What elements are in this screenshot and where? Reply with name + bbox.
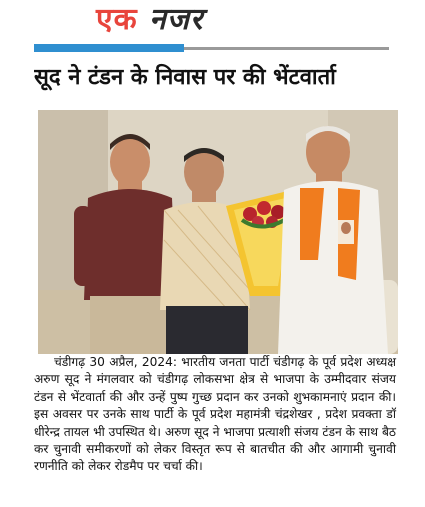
masthead-word-ek: एक	[96, 2, 138, 37]
news-photo	[38, 110, 398, 354]
masthead-word-najar: नजर	[149, 2, 204, 37]
masthead-rule-gray	[184, 47, 389, 50]
article-body: चंडीगढ़ 30 अप्रैल, 2024: भारतीय जनता पार्टी चंडीगढ़ के पूर्व प्रदेश अध्यक्ष अरुण सूद ने मंगलवार को चंडीगढ़ लोकसभा क्षेत्र से भाजपा के उम्मीदवार संजय टंडन से भेंटवार्ता की और उन्हें पुष्प गुच्छ प्रदान कर उनको शुभकामनाएं प्रदान की। इस अवसर पर उनके साथ पार्टी के पूर्व प्रदेश महामंत्री चंद्रशेखर , प्रदेश प्रवक्ता डॉ धीरेन्द्र तायल भी उपस्थित थे। अरुण सूद ने भाजपा प्रत्याशी संजय टंडन के साथ बैठ कर चुनावी समीकरणों को लेकर विस्तृत रूप से बातचीत की और आगामी चुनावी रणनीति को लेकर रोडमैप पर चर्चा की।	[34, 355, 396, 474]
masthead-title	[96, 2, 203, 38]
article-headline: सूद ने टंडन के निवास पर की भेंटवार्ता	[34, 65, 336, 90]
masthead	[0, 0, 425, 44]
masthead-rule-blue	[34, 44, 184, 52]
photo-illustration	[38, 110, 398, 354]
